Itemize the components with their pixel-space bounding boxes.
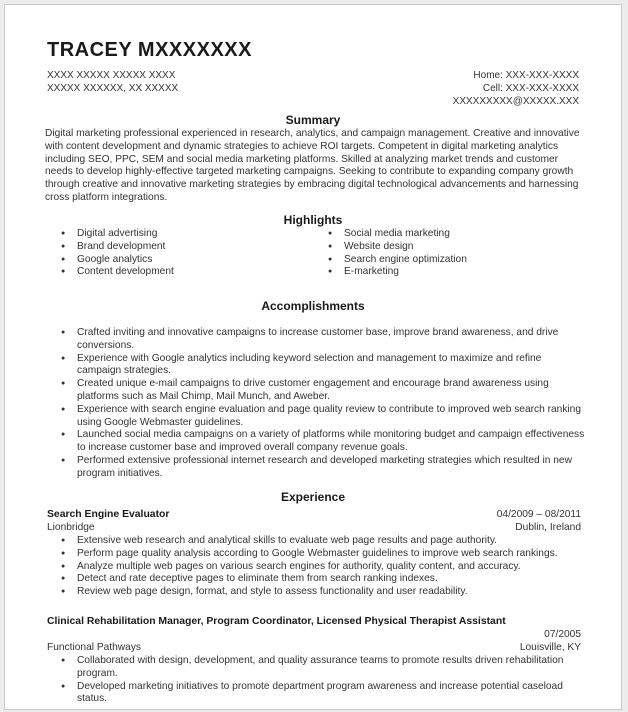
highlight-item: ● Search engine optimization [312,254,582,267]
job-bullet: ● Collaborated with design, development, and quality assurance teams to promote results driven rehabilitation program. [45,655,585,681]
resume-page [4,4,622,710]
job-bullet: ● Detect and rate deceptive pages to eliminate them from search ranking indexes. [45,573,585,586]
highlights-right-list [312,228,582,279]
summary-heading: Summary [285,113,341,127]
candidate-name: TRACEY MXXXXXXX [47,39,252,61]
address-line-2: XXXXX XXXXXX, XX XXXXX [47,83,179,94]
job-company: Functional Pathways [47,642,142,653]
highlight-item: ● Google analytics [45,254,305,267]
highlight-item: ● Brand development [45,241,305,254]
job-location: Dublin, Ireland [515,522,581,533]
summary-text: Digital marketing professional experienced in research, analytics, and campaign management. Creative and innovative with content development and dynamic strategies to achieve ROI targets. Competent in digital marketing analytics including SEO, PPC, SEM and social media marketing platforms. Skilled at analyzing market trends and customer needs to develop highly-effective targeted marketing campaigns. Seeking to contribute to expanding company growth through creative and innovative marketing strategies by embracing digital technological advancements and harnessing cross platform integrations. [45,128,580,203]
job-location: Louisville, KY [519,642,581,653]
experience-heading: Experience [280,490,346,504]
job-title: Clinical Rehabilitation Manager, Program Coordinator, Licensed Physical Therapist Assistant [47,616,506,627]
home-phone: Home: XXX-XXX-XXXX [473,70,579,81]
accomplishments-heading: Accomplishments [261,299,365,313]
highlight-item: ● Digital advertising [45,228,305,241]
job-dates: 04/2009 – 08/2011 [496,509,581,520]
job-bullet: ● Analyze multiple web pages on various search engines for authority, quality content, and accuracy. [45,561,585,574]
accomplishment-item: ● Crafted inviting and innovative campaigns to increase customer base, improve brand awareness, and drive conversions. [45,327,585,353]
accomplishment-item: ● Performed extensive professional internet research and developed marketing strategies which resulted in new program initiatives. [45,455,585,481]
accomplishment-item: ● Experience with search engine evaluation and page quality review to contribute to improved web search ranking using Google Webmaster guidelines. [45,404,585,430]
email: XXXXXXXXX@XXXXX.XXX [452,96,579,107]
highlight-item: ● Website design [312,241,582,254]
accomplishment-item: ● Experience with Google analytics including keyword selection and management to maximize and refine campaign strategies. [45,353,585,379]
address-line-1: XXXX XXXXX XXXXX XXXX [47,70,176,81]
job-dates: 07/2005 [544,629,581,640]
job-bullet: ● Perform page quality analysis according to Google Webmaster guidelines to improve web search rankings. [45,548,585,561]
job-bullet: ● Developed marketing initiatives to promote department program awareness and increase potential caseload status. [45,681,585,707]
contact-block [453,69,579,108]
accomplishment-item: ● Launched social media campaigns on a variety of platforms while monitoring budget and campaign effectiveness to increase customer base and improved overall company revenue goals. [45,429,585,455]
highlights-left-list [45,228,305,279]
highlight-item: ● Social media marketing [312,228,582,241]
cell-phone: Cell: XXX-XXX-XXXX [482,83,579,94]
accomplishment-item: ● Created unique e-mail campaigns to drive customer engagement and encourage brand awareness using platforms such as Mail Chimp, Mail Munch, and Aweber. [45,378,585,404]
highlights-heading: Highlights [283,213,343,227]
job-bullets [45,655,585,706]
job-company: Lionbridge [47,522,95,533]
job-bullet: ● Review web page design, format, and style to assess functionality and user readability. [45,586,585,599]
job-bullet: ● Extensive web research and analytical skills to evaluate web page results and page authority. [45,535,585,548]
job-bullets [45,535,585,599]
highlight-item: ● E-marketing [312,266,582,279]
highlight-item: ● Content development [45,266,305,279]
address-block [47,69,178,95]
accomplishments-list [45,327,585,481]
job-title: Search Engine Evaluator [47,509,170,520]
